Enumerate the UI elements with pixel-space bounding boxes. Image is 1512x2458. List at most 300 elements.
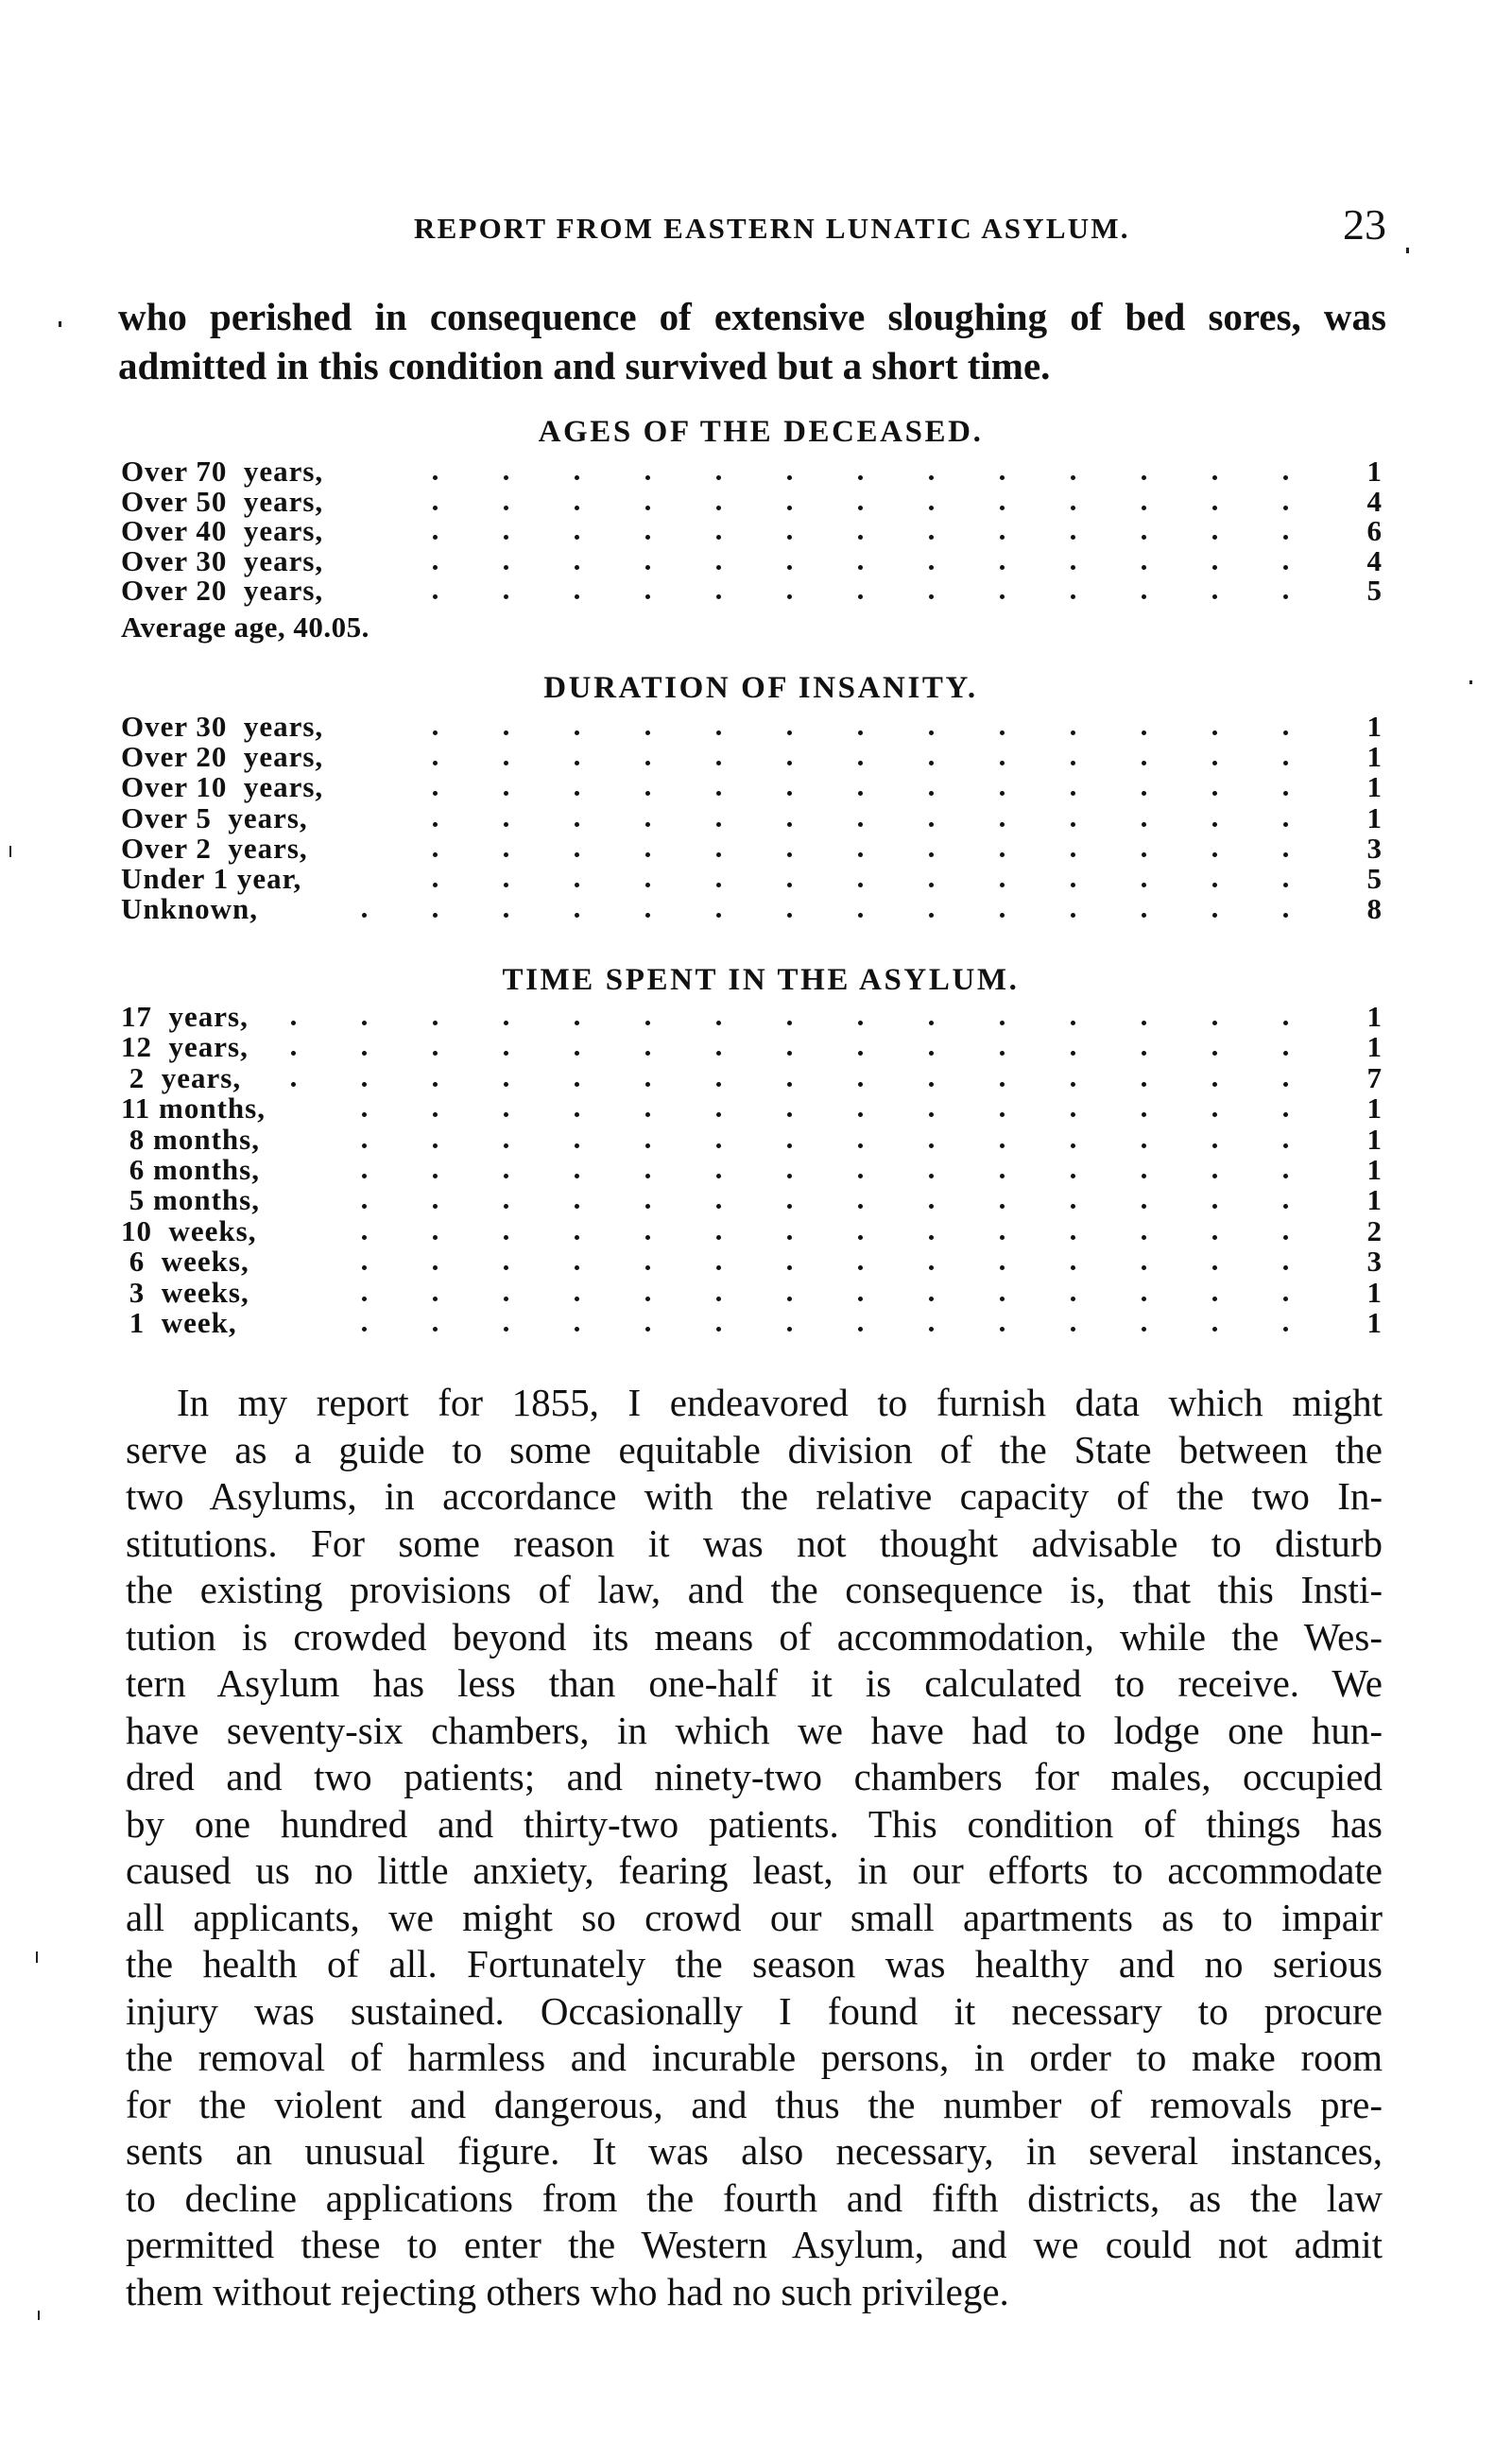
row-label: Over 70 years, xyxy=(121,455,324,488)
leader-dot xyxy=(787,913,792,918)
row-label: 8 months, xyxy=(121,1122,260,1156)
leader-dot xyxy=(787,1327,792,1332)
leader-dot xyxy=(504,506,508,510)
leader-dot xyxy=(575,535,579,540)
leader-dot xyxy=(858,565,863,570)
print-speck xyxy=(38,2311,40,2320)
intro-line: admitted in this condition and survived but a short time. xyxy=(118,344,1051,387)
leader-dot xyxy=(433,506,438,510)
leader-dot xyxy=(645,852,650,857)
leader-dot xyxy=(1212,1297,1217,1301)
leader-dot xyxy=(433,565,438,570)
leader-dot xyxy=(1071,731,1075,735)
row-label: Over 30 years, xyxy=(121,710,324,743)
leader-dot xyxy=(1283,1265,1288,1270)
leader-dot xyxy=(1071,761,1075,765)
leader-dot xyxy=(787,1082,792,1087)
row-label: 3 weeks, xyxy=(121,1275,249,1309)
leader-dot xyxy=(787,535,792,540)
leader-dot xyxy=(575,1051,579,1056)
leader-dot xyxy=(787,852,792,857)
leader-dot xyxy=(1142,913,1146,918)
leader-dot xyxy=(1212,852,1217,857)
leader-dot xyxy=(929,1021,934,1025)
leader-dot xyxy=(362,1235,367,1240)
paragraph-line: tution is crowded beyond its means of accommodation, while the Wes- xyxy=(126,1614,1383,1659)
leader-dot xyxy=(575,791,579,796)
leader-dot xyxy=(504,565,508,570)
leader-dot xyxy=(645,1143,650,1148)
leader-dot xyxy=(433,822,438,827)
paragraph-line: all applicants, we might so crowd our small apartments as to impair xyxy=(126,1895,1383,1939)
leader-dot xyxy=(716,822,721,827)
leader-dot xyxy=(716,506,721,510)
leader-dot xyxy=(858,883,863,887)
leader-dot xyxy=(433,1082,438,1087)
leader-dot xyxy=(433,731,438,735)
leader-dot xyxy=(1071,852,1075,857)
leader-dot xyxy=(716,1082,721,1087)
leader-dot xyxy=(1000,1327,1005,1332)
leader-dot xyxy=(929,594,934,599)
leader-dot xyxy=(929,565,934,570)
leader-dot xyxy=(1212,913,1217,918)
leader-dot xyxy=(929,1143,934,1148)
leader-dot xyxy=(433,913,438,918)
row-value: 1 xyxy=(1366,1000,1382,1033)
leader-dot xyxy=(504,535,508,540)
leader-dot xyxy=(1000,791,1005,796)
leader-dot xyxy=(787,731,792,735)
leader-dot xyxy=(1212,761,1217,765)
row-value: 5 xyxy=(1366,862,1382,895)
leader-dot xyxy=(929,1082,934,1087)
leader-dot xyxy=(929,1051,934,1056)
leader-dot xyxy=(1000,475,1005,480)
leader-dot xyxy=(787,791,792,796)
leader-dot xyxy=(716,1235,721,1240)
leader-dot xyxy=(1071,1143,1075,1148)
leader-dot xyxy=(1000,1112,1005,1117)
leader-dot xyxy=(716,1143,721,1148)
leader-dot xyxy=(504,1235,508,1240)
row-label: Over 50 years, xyxy=(121,484,324,518)
leader-dot xyxy=(787,475,792,480)
leader-dot xyxy=(433,1021,438,1025)
row-value: 5 xyxy=(1366,574,1382,608)
paragraph-line: the existing provisions of law, and the consequence is, that this Insti- xyxy=(126,1568,1383,1611)
leader-dot xyxy=(1212,1327,1217,1332)
leader-dot xyxy=(1142,594,1146,599)
paragraph-line: have seventy-six chambers, in which we have had to lodge one hun- xyxy=(126,1708,1383,1752)
leader-dot xyxy=(929,475,934,480)
leader-dot xyxy=(1142,791,1146,796)
row-label: Over 20 years, xyxy=(121,574,324,608)
leader-dot xyxy=(1142,535,1146,540)
leader-dot xyxy=(504,822,508,827)
row-label: Over 2 years, xyxy=(121,831,308,865)
leader-dot xyxy=(858,1327,863,1332)
row-value: 2 xyxy=(1366,1213,1382,1247)
leader-dot xyxy=(929,1174,934,1178)
leader-dot xyxy=(504,731,508,735)
leader-dot xyxy=(575,1021,579,1025)
section-heading-ages: AGES OF THE DECEASED. xyxy=(538,415,984,449)
leader-dot xyxy=(1283,822,1288,827)
leader-dot xyxy=(1283,761,1288,765)
leader-dot xyxy=(787,594,792,599)
leader-dot xyxy=(645,1265,650,1270)
leader-dot xyxy=(929,791,934,796)
leader-dot xyxy=(858,852,863,857)
leader-dot xyxy=(1283,883,1288,887)
page-number: 23 xyxy=(1343,200,1386,249)
leader-dot xyxy=(787,1143,792,1148)
leader-dot xyxy=(716,852,721,857)
leader-dot xyxy=(1212,506,1217,510)
leader-dot xyxy=(929,506,934,510)
leader-dot xyxy=(858,1204,863,1209)
leader-dot xyxy=(858,1021,863,1025)
paragraph-line: stitutions. For some reason it was not thought advisable to disturb xyxy=(126,1521,1383,1565)
leader-dot xyxy=(929,761,934,765)
leader-dot xyxy=(645,1297,650,1301)
leader-dot xyxy=(1283,791,1288,796)
average-age: Average age, 40.05. xyxy=(121,610,369,644)
leader-dot xyxy=(1142,1204,1146,1209)
leader-dot xyxy=(291,1021,296,1025)
leader-dot xyxy=(1000,535,1005,540)
leader-dot xyxy=(716,1051,721,1056)
row-value: 1 xyxy=(1366,1030,1382,1064)
leader-dot xyxy=(1071,1082,1075,1087)
leader-dot xyxy=(575,731,579,735)
print-speck xyxy=(1469,680,1472,684)
print-speck xyxy=(1406,248,1409,253)
leader-dot xyxy=(1283,852,1288,857)
leader-dot xyxy=(645,883,650,887)
leader-dot xyxy=(858,1174,863,1178)
leader-dot xyxy=(645,1112,650,1117)
print-speck xyxy=(9,846,11,857)
row-label: Unknown, xyxy=(121,892,258,926)
leader-dot xyxy=(645,1235,650,1240)
leader-dot xyxy=(1000,1297,1005,1301)
leader-dot xyxy=(504,791,508,796)
leader-dot xyxy=(504,1174,508,1178)
leader-dot xyxy=(787,1021,792,1025)
leader-dot xyxy=(929,731,934,735)
leader-dot xyxy=(1283,1021,1288,1025)
leader-dot xyxy=(504,1265,508,1270)
row-value: 1 xyxy=(1366,800,1382,834)
leader-dot xyxy=(1000,1204,1005,1209)
row-label: 5 months, xyxy=(121,1183,260,1217)
leader-dot xyxy=(858,1112,863,1117)
leader-dot xyxy=(1212,822,1217,827)
leader-dot xyxy=(858,791,863,796)
leader-dot xyxy=(504,1051,508,1056)
leader-dot xyxy=(1071,594,1075,599)
leader-dot xyxy=(929,535,934,540)
leader-dot xyxy=(1071,791,1075,796)
leader-dot xyxy=(504,883,508,887)
leader-dot xyxy=(504,1297,508,1301)
leader-dot xyxy=(575,913,579,918)
leader-dot xyxy=(716,1265,721,1270)
leader-dot xyxy=(929,1204,934,1209)
paragraph-line: them without rejecting others who had no such privilege. xyxy=(126,2269,1009,2313)
row-label: Under 1 year, xyxy=(121,862,302,895)
leader-dot xyxy=(1142,883,1146,887)
leader-dot xyxy=(787,1297,792,1301)
leader-dot xyxy=(1142,1265,1146,1270)
leader-dot xyxy=(716,535,721,540)
leader-dot xyxy=(716,475,721,480)
leader-dot xyxy=(787,822,792,827)
leader-dot xyxy=(858,1143,863,1148)
intro-line: who perished in consequence of extensive sloughing of bed sores, was xyxy=(118,295,1386,338)
leader-dot xyxy=(1142,1235,1146,1240)
leader-dot xyxy=(433,1112,438,1117)
leader-dot xyxy=(1142,761,1146,765)
leader-dot xyxy=(645,913,650,918)
leader-dot xyxy=(1142,506,1146,510)
leader-dot xyxy=(362,1112,367,1117)
leader-dot xyxy=(1000,1265,1005,1270)
leader-dot xyxy=(787,1051,792,1056)
leader-dot xyxy=(645,791,650,796)
leader-dot xyxy=(787,565,792,570)
leader-dot xyxy=(645,535,650,540)
paragraph-line: injury was sustained. Occasionally I found it necessary to procure xyxy=(126,1988,1383,2033)
row-value: 1 xyxy=(1366,1091,1382,1126)
leader-dot xyxy=(433,791,438,796)
paragraph-line: by one hundred and thirty-two patients. This condition of things has xyxy=(126,1801,1383,1846)
leader-dot xyxy=(504,761,508,765)
leader-dot xyxy=(291,1051,296,1056)
leader-dot xyxy=(362,1051,367,1056)
leader-dot xyxy=(1142,1327,1146,1332)
leader-dot xyxy=(575,565,579,570)
row-label: Over 30 years, xyxy=(121,543,324,577)
leader-dot xyxy=(575,475,579,480)
paragraph-line: for the violent and dangerous, and thus the number of removals pre- xyxy=(126,2082,1383,2126)
paragraph-line: In my report for 1855, I endeavored to furnish data which might xyxy=(177,1381,1383,1424)
leader-dot xyxy=(362,1327,367,1332)
leader-dot xyxy=(858,1235,863,1240)
leader-dot xyxy=(362,1297,367,1301)
leader-dot xyxy=(716,565,721,570)
leader-dot xyxy=(1142,852,1146,857)
leader-dot xyxy=(645,1021,650,1025)
leader-dot xyxy=(1212,731,1217,735)
leader-dot xyxy=(1283,594,1288,599)
row-value: 1 xyxy=(1366,740,1382,774)
leader-dot xyxy=(362,1265,367,1270)
leader-dot xyxy=(858,913,863,918)
leader-dot xyxy=(1212,475,1217,480)
leader-dot xyxy=(1071,822,1075,827)
leader-dot xyxy=(716,594,721,599)
leader-dot xyxy=(1000,1235,1005,1240)
leader-dot xyxy=(575,1204,579,1209)
leader-dot xyxy=(858,535,863,540)
leader-dot xyxy=(575,822,579,827)
leader-dot xyxy=(645,822,650,827)
leader-dot xyxy=(858,1082,863,1087)
leader-dot xyxy=(787,1174,792,1178)
row-label: 17 years, xyxy=(121,1000,249,1033)
row-value: 1 xyxy=(1366,1275,1382,1309)
leader-dot xyxy=(1000,565,1005,570)
leader-dot xyxy=(1000,883,1005,887)
leader-dot xyxy=(1071,1174,1075,1178)
leader-dot xyxy=(1071,1204,1075,1209)
leader-dot xyxy=(575,1174,579,1178)
row-label: 6 weeks, xyxy=(121,1245,249,1279)
leader-dot xyxy=(433,761,438,765)
leader-dot xyxy=(575,1143,579,1148)
leader-dot xyxy=(1212,791,1217,796)
leader-dot xyxy=(1283,913,1288,918)
leader-dot xyxy=(1071,1235,1075,1240)
row-label: Over 5 years, xyxy=(121,800,308,834)
row-value: 1 xyxy=(1366,455,1382,488)
leader-dot xyxy=(645,475,650,480)
leader-dot xyxy=(504,852,508,857)
leader-dot xyxy=(716,913,721,918)
leader-dot xyxy=(716,1327,721,1332)
leader-dot xyxy=(929,1265,934,1270)
leader-dot xyxy=(433,1174,438,1178)
leader-dot xyxy=(1283,1143,1288,1148)
row-value: 8 xyxy=(1366,892,1382,926)
section-heading-time-spent: TIME SPENT IN THE ASYLUM. xyxy=(502,963,1020,997)
leader-dot xyxy=(1283,1235,1288,1240)
leader-dot xyxy=(1212,1174,1217,1178)
leader-dot xyxy=(858,731,863,735)
leader-dot xyxy=(575,1327,579,1332)
leader-dot xyxy=(1142,1051,1146,1056)
leader-dot xyxy=(716,731,721,735)
row-label: Over 10 years, xyxy=(121,770,324,804)
leader-dot xyxy=(1071,883,1075,887)
leader-dot xyxy=(929,1235,934,1240)
leader-dot xyxy=(433,1204,438,1209)
leader-dot xyxy=(858,475,863,480)
leader-dot xyxy=(1071,475,1075,480)
leader-dot xyxy=(504,1082,508,1087)
leader-dot xyxy=(1283,1204,1288,1209)
leader-dot xyxy=(1283,1082,1288,1087)
leader-dot xyxy=(1000,913,1005,918)
leader-dot xyxy=(929,1297,934,1301)
leader-dot xyxy=(787,1204,792,1209)
leader-dot xyxy=(787,506,792,510)
leader-dot xyxy=(504,1021,508,1025)
leader-dot xyxy=(362,913,367,918)
leader-dot xyxy=(1071,1265,1075,1270)
leader-dot xyxy=(929,1112,934,1117)
leader-dot xyxy=(433,852,438,857)
leader-dot xyxy=(1142,1082,1146,1087)
leader-dot xyxy=(645,1051,650,1056)
row-label: 12 years, xyxy=(121,1030,249,1064)
leader-dot xyxy=(1283,1174,1288,1178)
row-value: 1 xyxy=(1366,770,1382,804)
leader-dot xyxy=(929,852,934,857)
paragraph-line: caused us no little anxiety, fearing least, in our efforts to accommodate xyxy=(126,1848,1383,1892)
leader-dot xyxy=(645,1082,650,1087)
row-value: 1 xyxy=(1366,1306,1382,1339)
row-value: 1 xyxy=(1366,710,1382,743)
leader-dot xyxy=(1212,1204,1217,1209)
leader-dot xyxy=(1071,1051,1075,1056)
leader-dot xyxy=(433,1327,438,1332)
row-value: 7 xyxy=(1366,1060,1382,1094)
paragraph-line: sents an unusual figure. It was also necessary, in several instances, xyxy=(126,2129,1383,2173)
print-speck xyxy=(36,1951,38,1963)
leader-dot xyxy=(504,475,508,480)
row-value: 6 xyxy=(1366,514,1382,548)
leader-dot xyxy=(504,1112,508,1117)
paragraph-line: tern Asylum has less than one-half it is calculated to receive. We xyxy=(126,1661,1383,1705)
leader-dot xyxy=(645,506,650,510)
leader-dot xyxy=(575,1297,579,1301)
leader-dot xyxy=(362,1174,367,1178)
leader-dot xyxy=(716,1112,721,1117)
row-value: 4 xyxy=(1366,543,1382,577)
leader-dot xyxy=(1000,1174,1005,1178)
leader-dot xyxy=(433,1051,438,1056)
leader-dot xyxy=(504,1143,508,1148)
leader-dot xyxy=(1142,1143,1146,1148)
paragraph-line: the health of all. Fortunately the season was healthy and no serious xyxy=(126,1942,1383,1985)
leader-dot xyxy=(929,1327,934,1332)
leader-dot xyxy=(858,594,863,599)
row-value: 1 xyxy=(1366,1122,1382,1156)
leader-dot xyxy=(929,883,934,887)
leader-dot xyxy=(1283,1297,1288,1301)
leader-dot xyxy=(504,1204,508,1209)
leader-dot xyxy=(1142,565,1146,570)
leader-dot xyxy=(1283,1327,1288,1332)
leader-dot xyxy=(433,1235,438,1240)
row-label: Over 20 years, xyxy=(121,740,324,774)
leader-dot xyxy=(645,1174,650,1178)
leader-dot xyxy=(645,565,650,570)
leader-dot xyxy=(433,1143,438,1148)
leader-dot xyxy=(787,1265,792,1270)
leader-dot xyxy=(1000,1051,1005,1056)
leader-dot xyxy=(858,1265,863,1270)
leader-dot xyxy=(1283,565,1288,570)
print-speck xyxy=(59,321,61,327)
leader-dot xyxy=(716,761,721,765)
leader-dot xyxy=(575,852,579,857)
leader-dot xyxy=(1212,594,1217,599)
row-label: Over 40 years, xyxy=(121,514,324,548)
row-label: 10 weeks, xyxy=(121,1213,257,1247)
leader-dot xyxy=(1212,1082,1217,1087)
leader-dot xyxy=(716,1021,721,1025)
leader-dot xyxy=(787,761,792,765)
leader-dot xyxy=(645,1204,650,1209)
leader-dot xyxy=(1212,1051,1217,1056)
leader-dot xyxy=(1142,475,1146,480)
leader-dot xyxy=(433,883,438,887)
